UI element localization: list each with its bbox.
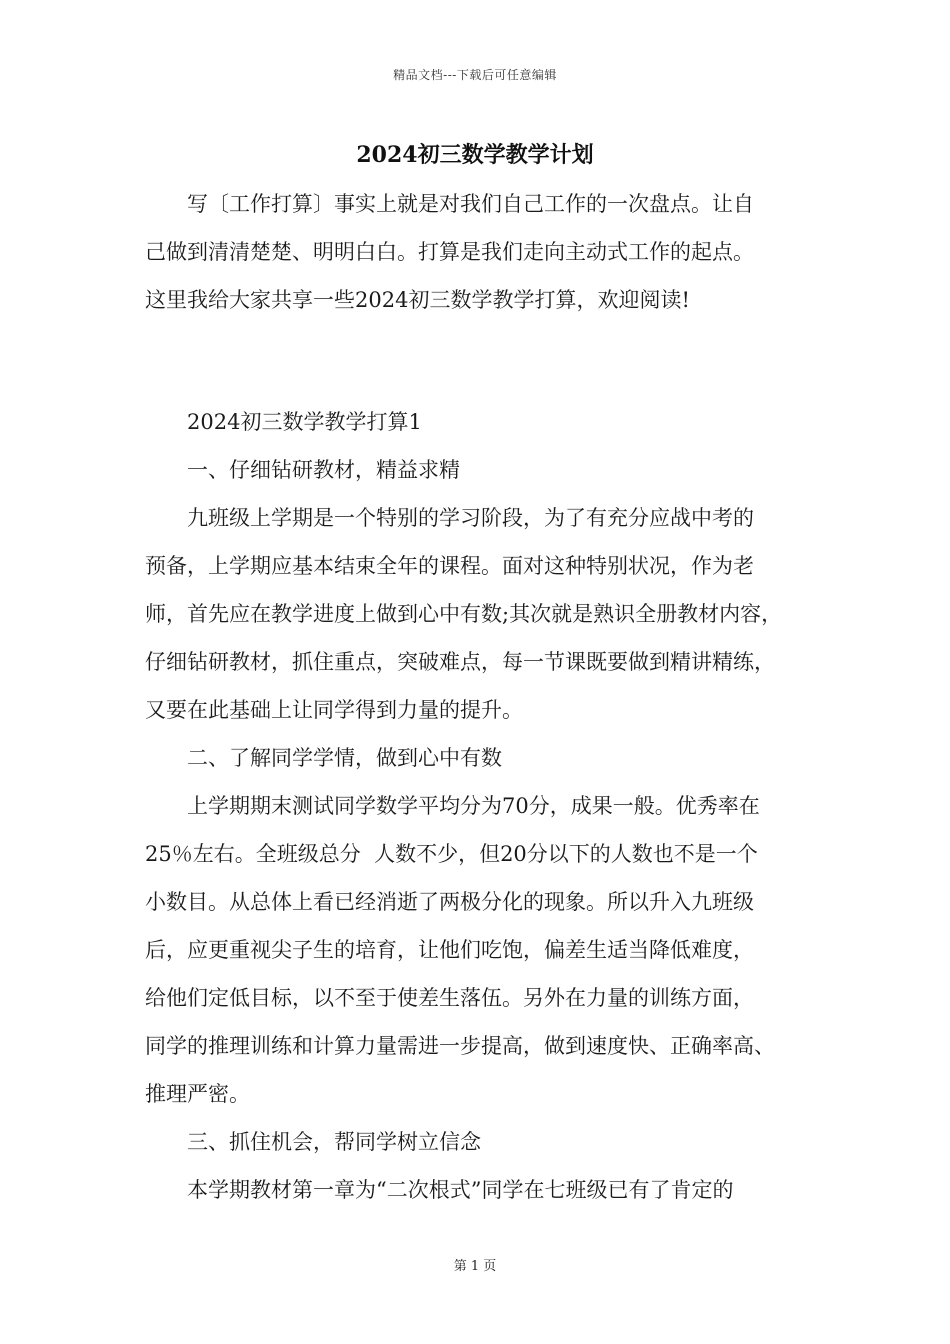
paragraph-line: 25％左右。全班级总分 人数不少，但20分以下的人数也不是一个 bbox=[145, 842, 758, 866]
paragraph-line: 上学期期末测试同学数学平均分为70分，成果一般。优秀率在 bbox=[187, 794, 760, 818]
paragraph-line: 仔细钻研教材，抓住重点，突破难点，每一节课既要做到精讲精练， bbox=[145, 650, 775, 674]
paragraph-1 bbox=[145, 494, 815, 734]
paragraph-spacer bbox=[145, 372, 815, 398]
page-number: 第 1 页 bbox=[453, 1259, 497, 1274]
paragraph-line: 同学的推理训练和计算力量需进一步提高，做到速度快、正确率高、 bbox=[145, 1034, 775, 1058]
paragraph-spacer bbox=[145, 324, 815, 372]
paragraph-2 bbox=[145, 782, 815, 1118]
heading-2: 二、了解同学学情，做到心中有数 bbox=[187, 746, 502, 770]
header-note: 精品文档---下载后可任意编辑 bbox=[393, 68, 557, 82]
intro-line: 己做到清清楚楚、明明白白。打算是我们走向主动式工作的起点。 bbox=[145, 240, 754, 264]
paragraph-line: 小数目。从总体上看已经消逝了两极分化的现象。所以升入九班级 bbox=[145, 890, 754, 914]
document-title: 2024初三数学教学计划 bbox=[356, 142, 594, 168]
heading-1: 一、仔细钻研教材，精益求精 bbox=[187, 458, 460, 482]
paragraph-line: 又要在此基础上让同学得到力量的提升。 bbox=[145, 698, 523, 722]
intro-line: 这里我给大家共享一些2024初三数学教学打算，欢迎阅读! bbox=[145, 288, 690, 312]
paragraph-line: 推理严密。 bbox=[145, 1082, 250, 1106]
intro-paragraph bbox=[145, 180, 815, 324]
paragraph-line: 后，应更重视尖子生的培育，让他们吃饱，偏差生适当降低难度， bbox=[145, 938, 754, 962]
intro-line: 写〔工作打算〕事实上就是对我们自己工作的一次盘点。让自 bbox=[187, 192, 754, 216]
heading-3: 三、抓住机会，帮同学树立信念 bbox=[187, 1130, 481, 1154]
paragraph-line: 本学期教材第一章为“二次根式”同学在七班级已有了肯定的 bbox=[187, 1178, 734, 1202]
paragraph-line: 给他们定低目标，以不至于使差生落伍。另外在力量的训练方面， bbox=[145, 986, 754, 1010]
paragraph-line: 九班级上学期是一个特别的学习阶段，为了有充分应战中考的 bbox=[187, 506, 754, 530]
paragraph-line: 预备，上学期应基本结束全年的课程。面对这种特别状况，作为老 bbox=[145, 554, 754, 578]
paragraph-3 bbox=[145, 1166, 815, 1214]
document-body bbox=[145, 180, 815, 1214]
paragraph-line: 师，首先应在教学进度上做到心中有数;其次就是熟识全册教材内容， bbox=[145, 602, 783, 626]
section-heading: 2024初三数学教学打算1 bbox=[187, 410, 422, 434]
